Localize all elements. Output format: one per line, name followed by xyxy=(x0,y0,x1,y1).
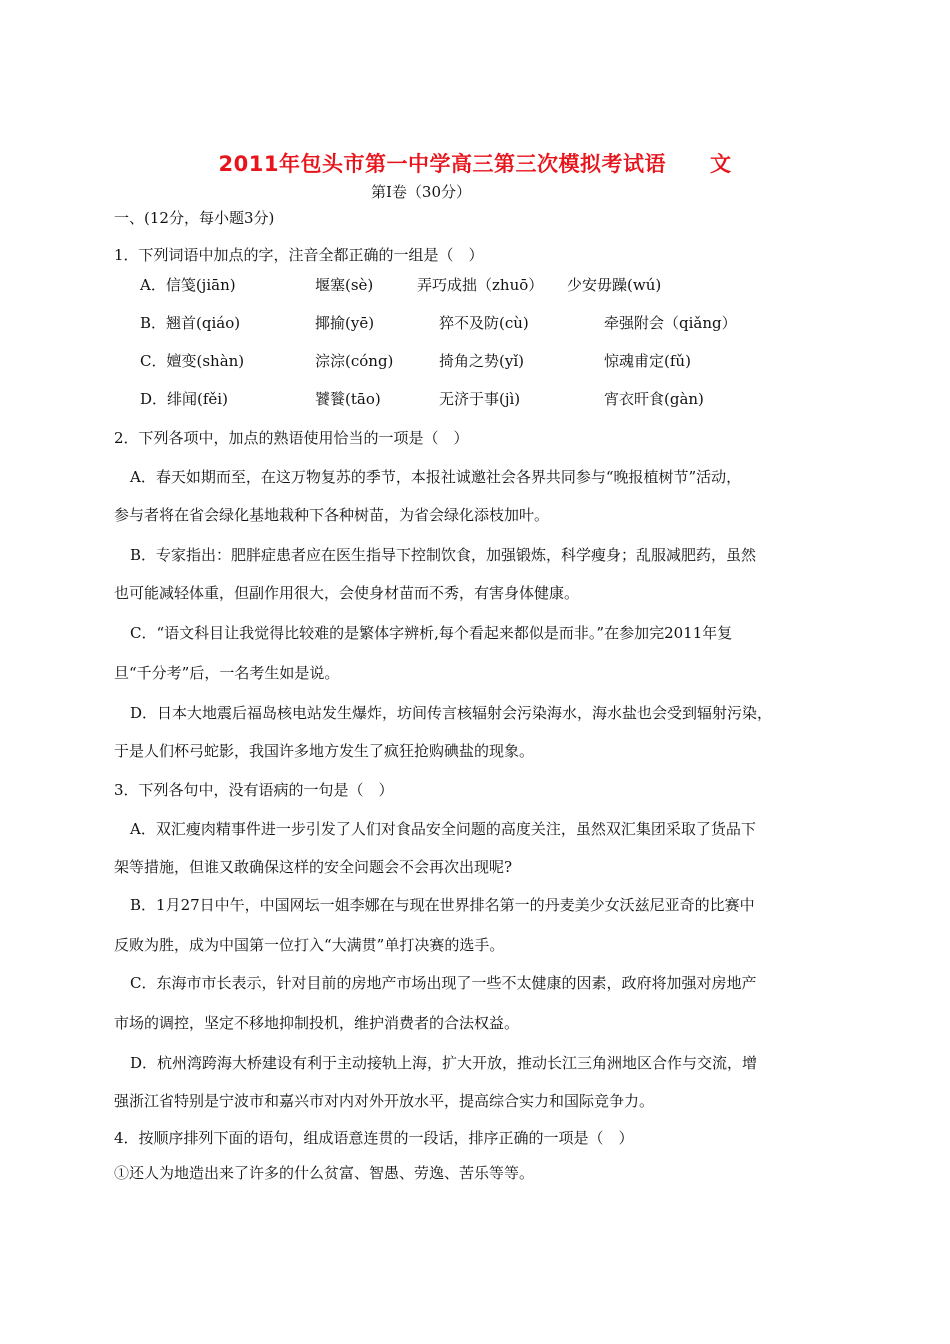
q1-option-cell: 掎角之势(yǐ) xyxy=(439,352,524,370)
q1-option-cell: C．嬗变(shàn) xyxy=(140,352,245,370)
q3-text-line: 架等措施，但谁又敢确保这样的安全问题会不会再次出现呢? xyxy=(114,858,513,876)
q3-stem: 3．下列各句中，没有语病的一句是（ ） xyxy=(114,781,394,799)
q2-text-line: 旦“千分考”后，一名考生如是说。 xyxy=(114,664,340,682)
q4-text-line: ①还人为地造出来了许多的什么贫富、智愚、劳逸、苦乐等等。 xyxy=(114,1164,535,1182)
q4-stem: 4．按顺序排列下面的语句，组成语意连贯的一段话，排序正确的一项是（ ） xyxy=(114,1129,634,1147)
q3-text-line: D．杭州湾跨海大桥建设有利于主动接轨上海，扩大开放，推动长江三角洲地区合作与交流，增 xyxy=(130,1054,758,1072)
q1-option-cell: 堰塞(sè) xyxy=(315,276,374,294)
q3-text-line: C．东海市市长表示，针对目前的房地产市场出现了一些不太健康的因素，政府将加强对房地产 xyxy=(130,974,757,992)
q1-option-cell: 惊魂甫定(fǔ) xyxy=(604,352,691,370)
q2-text-line: D．日本大地震后福岛核电站发生爆炸，坊间传言核辐射会污染海水，海水盐也会受到辐射污染， xyxy=(130,704,773,722)
q1-option-cell: 饕餮(tāo) xyxy=(315,390,381,408)
q2-text-line: 参与者将在省会绿化基地栽种下各种树苗，为省会绿化添枝加叶。 xyxy=(114,506,550,524)
q3-text-line: A．双汇瘦肉精事件进一步引发了人们对食品安全问题的高度关注，虽然双汇集团采取了货品下 xyxy=(130,820,756,838)
q2-text-line: B．专家指出：肥胖症患者应在医生指导下控制饮食，加强锻炼，科学瘦身；乱服减肥药，虽然 xyxy=(130,546,757,564)
q2-text-line: 也可能减轻体重，但副作用很大，会使身材苗而不秀，有害身体健康。 xyxy=(114,584,580,602)
q1-option-cell: 淙淙(cóng) xyxy=(315,352,394,370)
exam-title xyxy=(0,148,950,178)
exam-title-tail: 文 xyxy=(709,152,732,176)
q1-option-cell: D．绯闻(fěi) xyxy=(140,390,228,408)
q3-text-line: B．1月27日中午，中国网坛一姐李娜在与现在世界排名第一的丹麦美少女沃兹尼亚奇的比赛中 xyxy=(130,896,755,914)
q1-stem: 1．下列词语中加点的字，注音全都正确的一组是（ ） xyxy=(114,246,484,264)
q3-text-line: 反败为胜，成为中国第一位打入“大满贯”单打决赛的选手。 xyxy=(114,936,505,954)
q1-option-cell: 揶揄(yē) xyxy=(315,314,375,332)
q1-option-cell: 弄巧成拙（zhuō） xyxy=(417,276,544,294)
q1-option-cell: 少安毋躁(wú) xyxy=(567,276,662,294)
q2-text-line: 于是人们杯弓蛇影，我国许多地方发生了疯狂抢购碘盐的现象。 xyxy=(114,742,535,760)
paper-subtitle: 第Ⅰ卷（30分） xyxy=(371,183,472,201)
q3-text-line: 强浙江省特别是宁波市和嘉兴市对内对外开放水平，提高综合实力和国际竞争力。 xyxy=(114,1092,655,1110)
q2-text-line: C．“语文科目让我觉得比较难的是繁体字辨析,每个看起来都似是而非。”在参加完2011年复 xyxy=(130,624,733,642)
q1-option-cell: 宵衣旰食(gàn) xyxy=(604,390,704,408)
q1-option-cell: A．信笺(jiān) xyxy=(140,276,236,294)
q2-text-line: A．春天如期而至，在这万物复苏的季节，本报社诚邀社会各界共同参与“晚报植树节”活动， xyxy=(130,468,742,486)
q2-stem: 2．下列各项中，加点的熟语使用恰当的一项是（ ） xyxy=(114,429,469,447)
section-heading: 一、(12分，每小题3分) xyxy=(114,209,275,227)
exam-title-main: 2011年包头市第一中学高三第三次模拟考试语 xyxy=(218,152,666,176)
q1-option-cell: 牵强附会（qiǎng） xyxy=(604,314,737,332)
q3-text-line: 市场的调控，坚定不移地抑制投机，维护消费者的合法权益。 xyxy=(114,1014,520,1032)
q1-option-cell: B．翘首(qiáo) xyxy=(140,314,241,332)
q1-option-cell: 无济于事(jì) xyxy=(439,390,521,408)
q1-option-cell: 猝不及防(cù) xyxy=(439,314,529,332)
